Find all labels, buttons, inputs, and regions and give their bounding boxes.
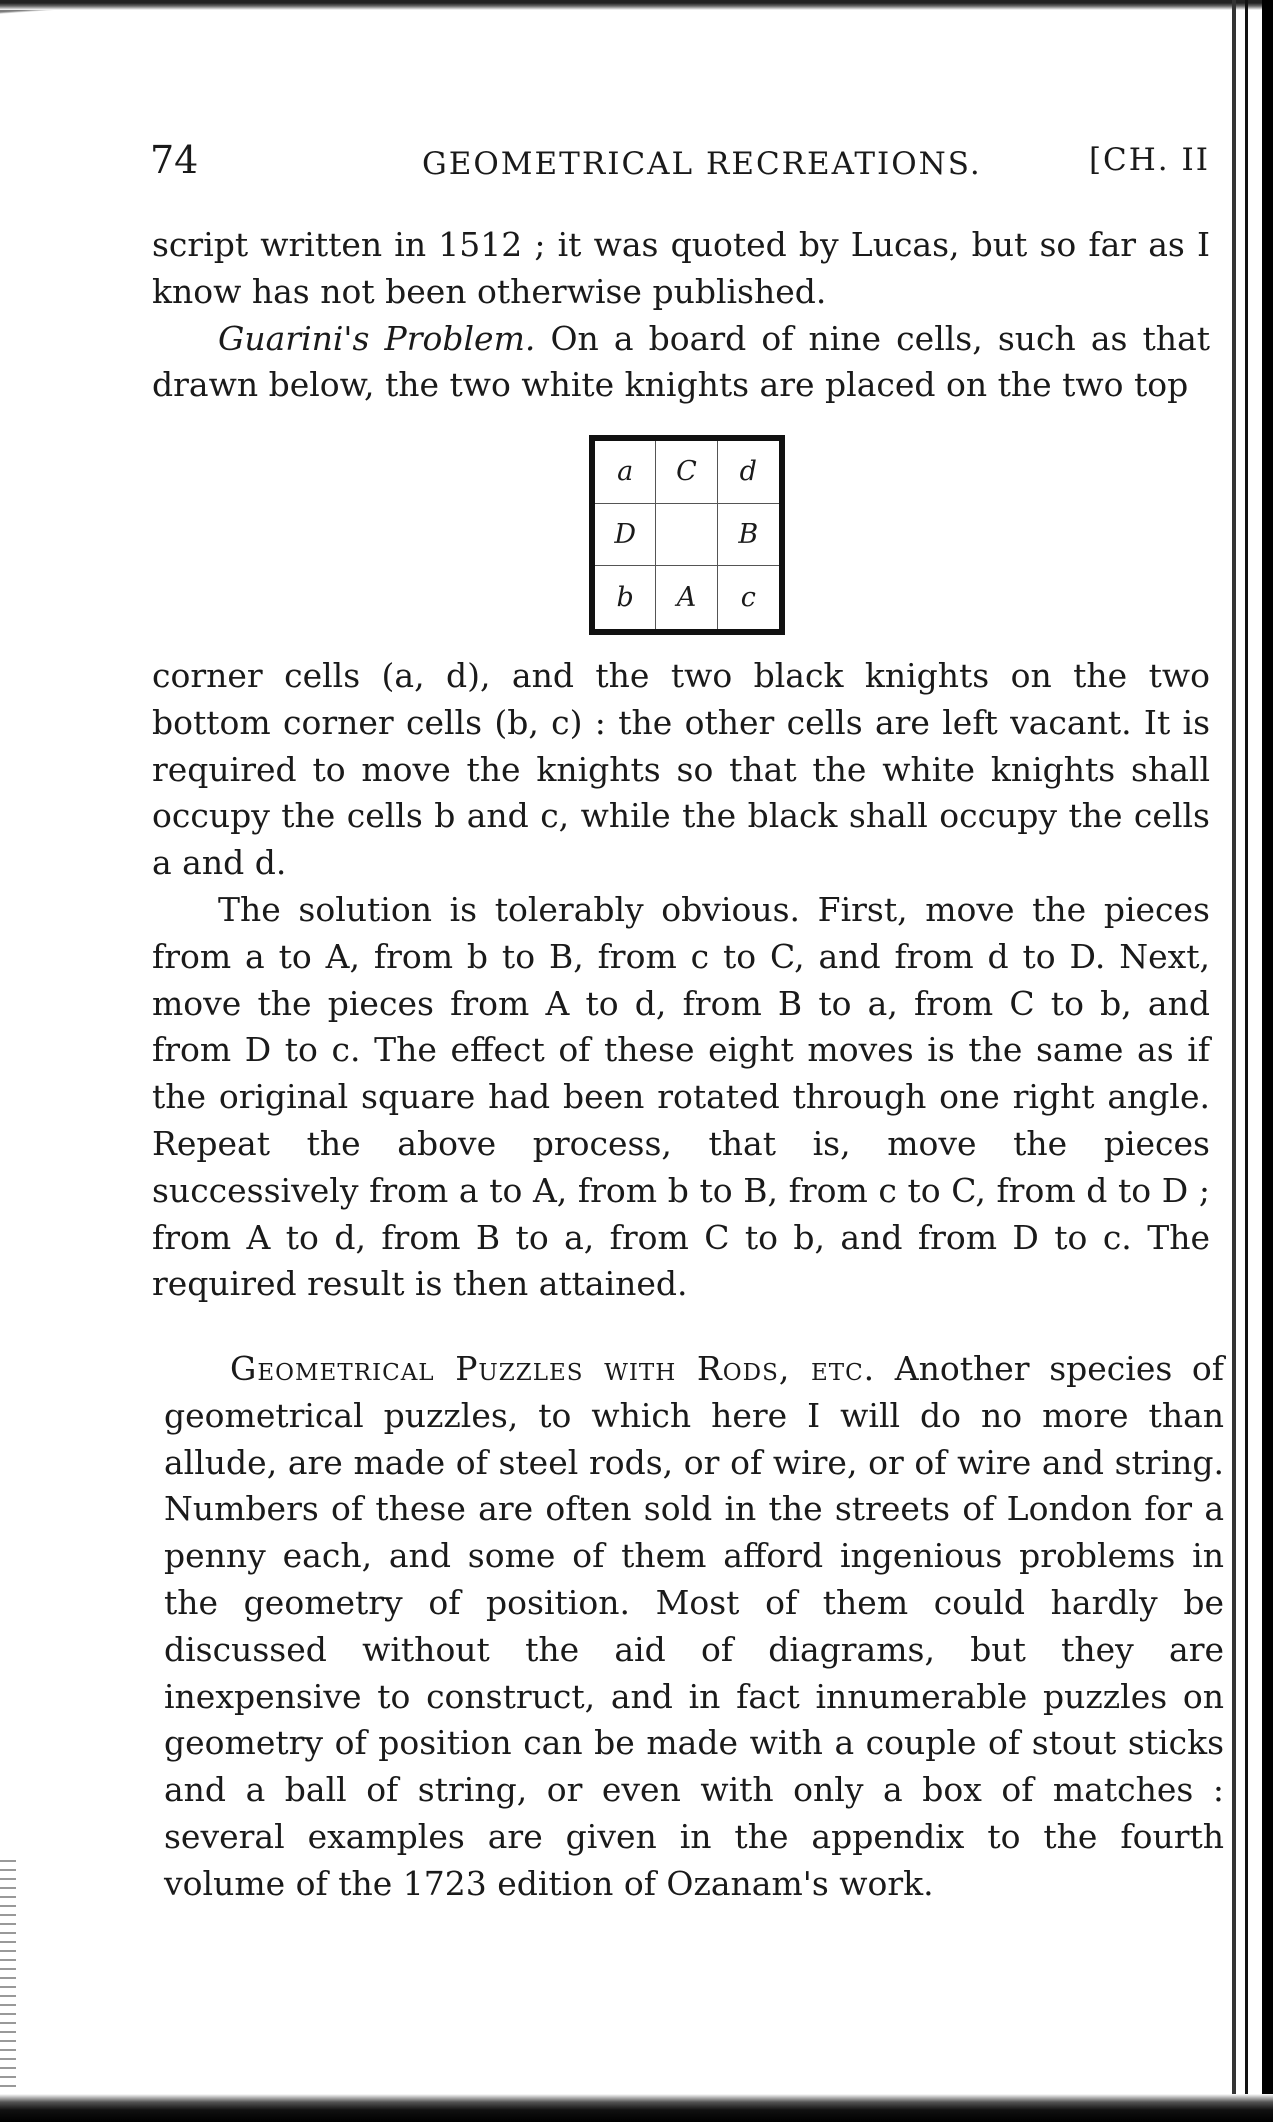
board-cell: c (740, 582, 756, 614)
scan-edge-bottom (0, 2094, 1273, 2122)
board-cell: D (595, 504, 656, 567)
board-cell (656, 504, 717, 567)
chapter-label: [CH. II (1088, 142, 1210, 178)
section-body: Another species of geometrical puzzles, to which here I will do no more than allude, are made of steel rods, or of wire, or of wire and string. Numbers of these are often sold in the streets of London for a penny each, and some of them afford ingenious problems in the geometry of position. Most of them could hardly be discussed without the aid of diagrams, but they are inexpensive to construct, and in fact innumerable puzzles on geometry of position can be made with a couple of stout sticks and a ball of string, or even with only a box of matches : several examples are given in the appendix to the fourth volume of the 1723 edition of Ozanam's work. (164, 1349, 1224, 1903)
page-number: 74 (150, 138, 199, 182)
scan-edge-right-outer (1262, 0, 1273, 2122)
paragraph-puzzles-rods (164, 1346, 1224, 1908)
board-cell: A (656, 566, 717, 629)
running-header (150, 138, 1210, 188)
scan-specks (0, 1860, 16, 2090)
guarini-heading: Guarini's Problem. (218, 318, 536, 358)
board-cell: b (595, 566, 656, 629)
paragraph-guarini (152, 316, 1210, 410)
board-cell: a (595, 441, 656, 504)
board-cell: d (718, 441, 779, 504)
scan-edge-right-inner (1245, 0, 1248, 2122)
scan-edge-top (0, 0, 1273, 10)
paragraph-solution: The solution is tolerably obvious. First, move the pieces from a to A, from b to B, from c to C, and from d to D. Next, move the pieces from A to d, from B to a, from C to b, and from D to c. The effect of these eight moves is the same as if the original square had been rotated through one right angle. Repeat the above process, that is, move the pieces successively from a to A, from b to B, from c to C, from d to D ; from A to d, from B to a, from C to b, and from D to c. The required result is then attained. (152, 889, 1210, 1304)
board-cell: C (656, 441, 717, 504)
section-heading: Geometrical Puzzles with Rods, etc. (230, 1349, 876, 1388)
knights-board-diagram (589, 435, 785, 635)
running-title: GEOMETRICAL RECREATIONS. (422, 146, 982, 182)
text-block-bottom (164, 1346, 1224, 1908)
board-cell: B (718, 504, 779, 567)
paragraph-continuation: script written in 1512 ; it was quoted by Lucas, but so far as I know has not been otherwise published. (152, 225, 1210, 311)
text-block-top (152, 222, 1210, 409)
scan-edge-right (1232, 0, 1236, 2122)
guarini-intro: On a board of nine cells, such as that drawn below, the two white knights are placed on the two top (152, 318, 1211, 405)
scan-smear (0, 10, 220, 40)
paragraph-problem-statement: corner cells (a, d), and the two black knights on the two bottom corner cells (b, c) : the other cells are left vacant. It is required to move the knights so that the white knights shall occupy the cells b and c, while the black shall occupy the cells a and d. (152, 656, 1210, 883)
text-block-middle (152, 653, 1210, 1308)
